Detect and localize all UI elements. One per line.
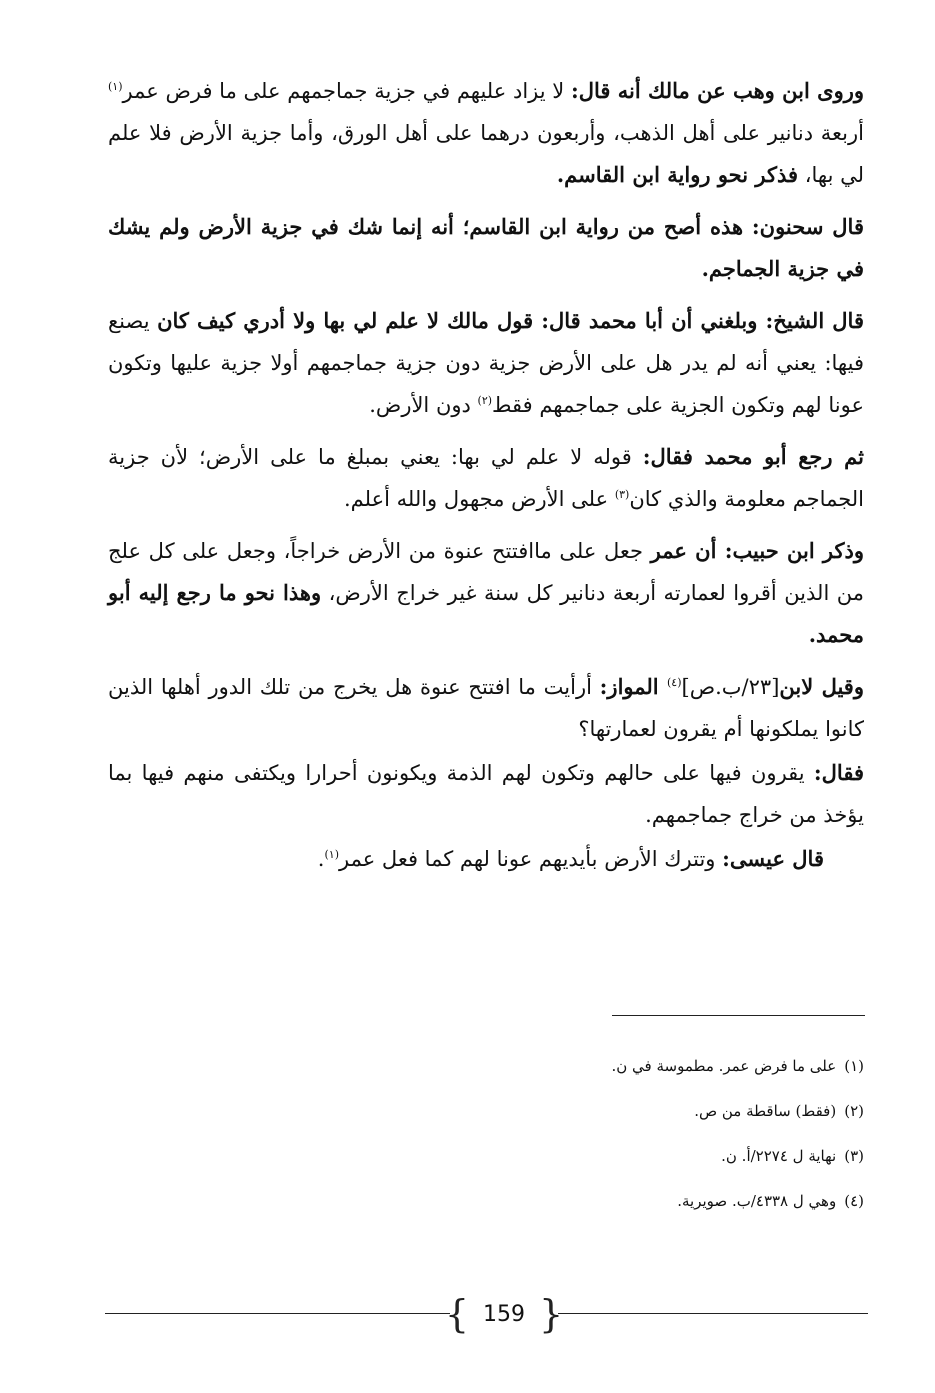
text-run: . [317, 847, 325, 871]
left-bracket-ornament: { [444, 1292, 469, 1336]
paragraph [108, 666, 864, 750]
paragraph [108, 752, 864, 836]
text-run: جعل على ماافتتح عنوة من الأرض خراجاً، وجعل على كل علج من الذين أقروا لعمارته أربعة دنانير كل سنة غير خراج الأرض، [108, 539, 864, 605]
page-number-box [446, 1292, 562, 1336]
footnote-marker: (٢) [477, 394, 493, 407]
text-run: على الأرض مجهول والله أعلم. [343, 487, 615, 511]
footnote-item [500, 1044, 864, 1089]
text-run: قوله لا علم لي بها: يعني بمبلغ ما على الأرض؛ لأن جزية الجماجم معلومة والذي كان [108, 445, 864, 511]
footnote-item [500, 1089, 864, 1134]
paragraph [108, 436, 864, 520]
bold-text-run: وذكر ابن حبيب: أن عمر [650, 538, 864, 563]
footnote-item [500, 1179, 864, 1224]
footnote-number: (٣) [844, 1147, 864, 1165]
main-text [108, 70, 864, 890]
bold-text-run: قال سحنون: هذه أصح من رواية ابن القاسم؛ أنه إنما شك في جزية الأرض ولم يشك في جزية الجماجم. [108, 214, 864, 281]
text-run: لا يزاد عليهم في جزية جماجمهم على ما فرض عمر [122, 79, 571, 103]
paragraph [108, 530, 864, 656]
bold-text-run: قال عيسى: [722, 846, 824, 871]
bold-text-run: وهذا نحو ما رجع إليه أبو محمد. [108, 580, 864, 647]
bold-text-run: قال الشيخ: وبلغني أن أبا محمد قال: قول مالك لا علم لي بها ولا أدري كيف كان [157, 308, 864, 333]
footnote-marker: (١) [108, 80, 123, 93]
bold-text-run: وروى ابن وهب عن مالك أنه قال: [570, 78, 864, 103]
footnote-marker: (١) [324, 848, 339, 861]
bold-text-run: فذكر نحو رواية ابن القاسم. [556, 162, 799, 187]
footnote-marker: (٤) [667, 676, 682, 689]
text-run: أرأيت ما افتتح عنوة هل يخرج من تلك الدور أهلها الذين كانوا يملكونها أم يقرون لعمارتها؟ [108, 675, 864, 741]
text-run: [٢٣/ب.ص] [681, 675, 780, 699]
footer-rule-right [558, 1313, 868, 1314]
footnote-item [500, 1134, 864, 1179]
paragraph [108, 206, 864, 290]
footnote-number: (٢) [844, 1102, 864, 1120]
text-run: دون الأرض. [369, 393, 478, 417]
footnote-text: (فقط) ساقطة من ص. [694, 1102, 837, 1120]
bold-text-run: ثم رجع أبو محمد فقال: [642, 444, 864, 469]
footnote-text: على ما فرض عمر. مطموسة في ن. [611, 1057, 837, 1075]
footnote-separator [612, 1015, 865, 1016]
bold-text-run: المواز: [599, 674, 667, 699]
footnote-number: (١) [844, 1057, 864, 1075]
text-run: أربعة دنانير على أهل الذهب، وأربعون درهما على أهل الورق، وأما جزية الأرض فلا علم لي بها، [108, 121, 864, 187]
footnotes [500, 1044, 864, 1224]
text-run: وتترك الأرض بأيديهم عونا لهم كما فعل عمر [339, 847, 723, 871]
paragraph [108, 838, 864, 880]
footnote-marker: (٣) [614, 488, 630, 501]
footnote-text: وهي ل ٤٣٣٨/ب. صويرية. [677, 1192, 837, 1210]
text-run: يقرون فيها على حالهم وتكون لهم الذمة ويكونون أحرارا ويكتفى منهم فيها بما يؤخذ من خراج جماجمهم. [108, 761, 864, 827]
footnote-number: (٤) [844, 1192, 864, 1210]
paragraph [108, 70, 864, 196]
footer-rule-left [105, 1313, 450, 1314]
bold-text-run: فقال: [813, 760, 864, 785]
page-number: 159 [483, 1301, 525, 1327]
bold-text-run: وقيل لابن [779, 674, 864, 699]
paragraph [108, 300, 864, 426]
right-bracket-ornament: } [539, 1292, 564, 1336]
text-run: يصنع فيها: يعني أنه لم يدر هل على الأرض جزية دون جزية جماجمهم أولا جزية عليها وتكون عونا لهم وتكون الجزية على جماجمهم فقط [108, 309, 864, 417]
footnote-text: نهاية ل ٢٢٧٤/أ. ن. [721, 1147, 837, 1165]
